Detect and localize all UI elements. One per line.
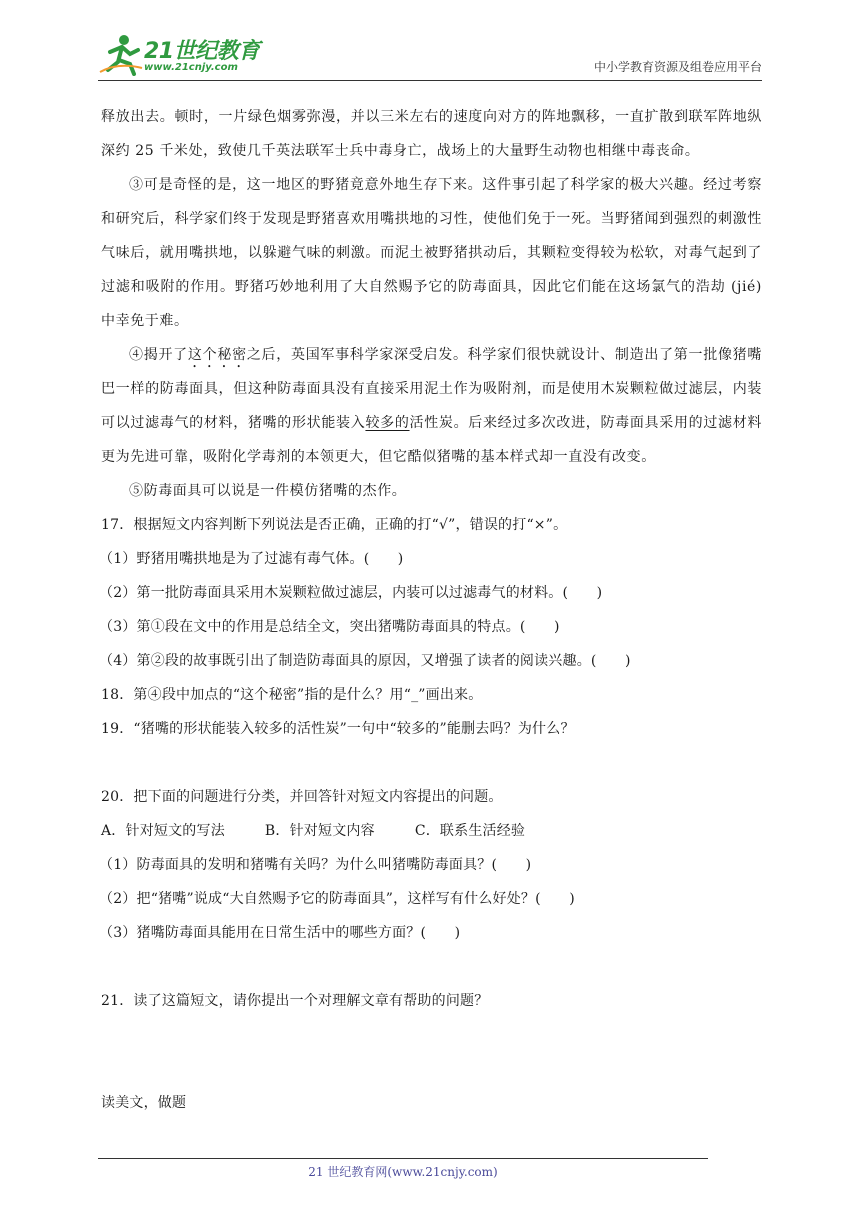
question-18: 18．第④段中加点的“这个秘密”指的是什么？用“_”画出来。 xyxy=(101,687,483,703)
p4-rest: 之后，英国军事科学家深受启发。科学家们很快就设计、制造出了第一批像猪嘴巴一样的防毒面具，但这种防毒面具没有直接采用泥土作为吸附剂，而是使用木炭颗粒做过滤层，内装可以过滤毒气的材料，猪嘴的形状能装入 xyxy=(101,347,763,431)
site-logo[interactable] xyxy=(98,32,268,76)
option-b: B．针对短文内容 xyxy=(264,823,375,839)
passage-paragraph-5: ⑤防毒面具可以说是一件模仿猪嘴的杰作。 xyxy=(129,483,407,499)
p4-end: 活性炭。后来经过多次改进，防毒面具采用的过滤材料更为先进可靠，吸附化学毒剂的本领更大，但它酷似猪嘴的基本样式却一直没有改变。 xyxy=(101,415,762,465)
question-20-item: （1）防毒面具的发明和猪嘴有关吗？为什么叫猪嘴防毒面具？( ) xyxy=(99,857,532,873)
question-17-item: （4）第②段的故事既引出了制造防毒面具的原因，又增强了读者的阅读兴趣。( ) xyxy=(99,653,631,669)
document-body xyxy=(101,100,762,1120)
logo-text: 21世纪教育 xyxy=(144,39,260,64)
answer-space xyxy=(101,746,762,780)
option-c: C．联系生活经验 xyxy=(414,823,526,839)
passage-paragraph-4 xyxy=(101,338,762,474)
logo-url: www.21cnjy.com xyxy=(144,62,238,73)
page-header xyxy=(98,30,762,81)
next-section-title: 读美文，做题 xyxy=(101,1095,187,1111)
question-17-item: （3）第①段在文中的作用是总结全文，突出猪嘴防毒面具的特点。( ) xyxy=(99,619,560,635)
question-17: 17．根据短文内容判断下列说法是否正确，正确的打“√”，错误的打“×”。 xyxy=(101,517,568,533)
answer-space xyxy=(101,1018,762,1086)
p4-start: ④揭开了 xyxy=(129,347,188,363)
passage-paragraph-continued: 释放出去。顿时，一片绿色烟雾弥漫，并以三米左右的速度向对方的阵地飘移，一直扩散到联军阵地纵深约 25 千米处，致使几千英法联军士兵中毒身亡，战场上的大量野生动物也相继中毒丧命。 xyxy=(101,109,762,159)
header-platform-text: 中小学教育资源及组卷应用平台 xyxy=(593,60,762,74)
question-20-item: （3）猪嘴防毒面具能用在日常生活中的哪些方面？( ) xyxy=(99,925,461,941)
option-a: A．针对短文的写法 xyxy=(101,823,225,839)
question-20: 20．把下面的问题进行分类，并回答针对短文内容提出的问题。 xyxy=(101,789,503,805)
answer-space xyxy=(101,950,762,984)
question-21: 21．读了这篇短文，请你提出一个对理解文章有帮助的问题？ xyxy=(101,993,489,1009)
question-17-item: （1）野猪用嘴拱地是为了过滤有毒气体。( ) xyxy=(99,551,404,567)
page-footer[interactable]: 21 世纪教育网(www.21cnjy.com) xyxy=(98,1158,708,1180)
runner-icon xyxy=(98,32,144,76)
question-20-options xyxy=(101,814,762,848)
underlined-phrase: 较多的 xyxy=(365,415,410,431)
question-20-item: （2）把“猪嘴”说成“大自然赐予它的防毒面具”，这样写有什么好处？( ) xyxy=(99,891,575,907)
passage-paragraph-3: ③可是奇怪的是，这一地区的野猪竟意外地生存下来。这件事引起了科学家的极大兴趣。经过考察和研究后，科学家们终于发现是野猪喜欢用嘴拱地的习性，使他们免于一死。当野猪闻到强烈的刺激性气味后，就用嘴拱地，以躲避气味的刺激。而泥土被野猪拱动后，其颗粒变得较为松软，对毒气起到了过滤和吸附的作用。野猪巧妙地利用了大自然赐予它的防毒面具，因此它们能在这场氯气的浩劫 (jié) 中幸免于难。 xyxy=(101,177,762,329)
question-19: 19．“猪嘴的形状能装入较多的活性炭”一句中“较多的”能删去吗？为什么？ xyxy=(101,721,575,737)
dotted-phrase: 这个秘密 xyxy=(187,347,247,363)
question-17-item: （2）第一批防毒面具采用木炭颗粒做过滤层，内装可以过滤毒气的材料。( ) xyxy=(99,585,603,601)
